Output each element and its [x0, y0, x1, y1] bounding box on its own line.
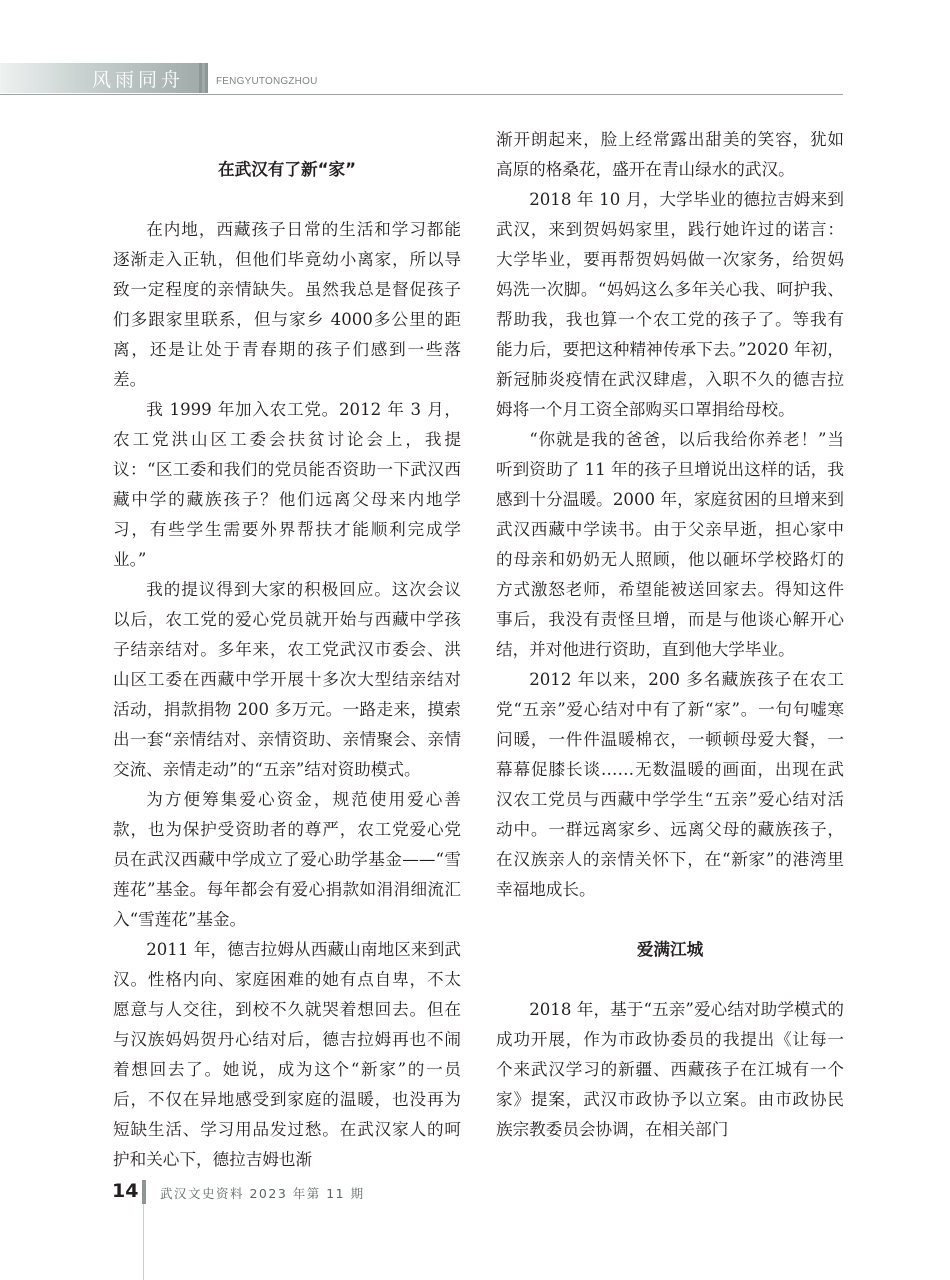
- section-heading: 爱满江城: [636, 940, 704, 959]
- publication-info: 武汉文史资料 2023 年第 11 期: [160, 1186, 365, 1201]
- header-rule: [0, 94, 843, 95]
- left-column: [113, 125, 461, 1175]
- footer-bar: [142, 1180, 146, 1204]
- paragraph: 2018 年 10 月，大学毕业的德拉吉姆来到武汉，来到贺妈妈家里，践行她许过的诺言：大学毕业，要再帮贺妈妈做一次家务，给贺妈妈洗一次脚。“妈妈这么多年关心我、呵护我、帮助我，我也算一个农工党的孩子了。等我有能力后，要把这种精神传承下去。”2020 年初，新冠肺炎疫情在武汉肆虐，入职不久的德吉拉姆将一个月工资全部购买口罩捐给母校。: [496, 190, 844, 419]
- footer-rule: [143, 1204, 144, 1280]
- paragraph: 我 1999 年加入农工党。2012 年 3 月，农工党洪山区工委会扶贫讨论会上，我提议：“区工委和我们的党员能否资助一下武汉西藏中学的藏族孩子？他们远离父母来内地学习，有些学生需要外界帮扶才能顺利完成学业。”: [113, 400, 461, 569]
- section-heading: 在武汉有了新“家”: [218, 160, 356, 179]
- paragraph: 在内地，西藏孩子日常的生活和学习都能逐渐走入正轨，但他们毕竟幼小离家，所以导致一定程度的亲情缺失。虽然我总是督促孩子们多跟家里联系，但与家乡 4000多公里的距离，还是让处于青春期的孩子们感到一些落差。: [113, 220, 461, 389]
- paragraph: 为方便筹集爱心资金，规范使用爱心善款，也为保护受资助者的尊严，农工党爱心党员在武汉西藏中学成立了爱心助学基金——“雪莲花”基金。每年都会有爱心捐款如涓涓细流汇入“雪莲花”基金。: [113, 790, 461, 929]
- section-header-band: [0, 63, 205, 93]
- paragraph: 2011 年，德吉拉姆从西藏山南地区来到武汉。性格内向、家庭困难的她有点自卑，不太愿意与人交往，到校不久就哭着想回去。但在与汉族妈妈贺丹心结对后，德吉拉姆再也不闹着想回去了。她说，成为这个“新家”的一员后，不仅在异地感受到家庭的温暖，也没再为短缺生活、学习用品发过愁。在武汉家人的呵护和关心下，德拉吉姆也渐: [113, 940, 461, 1169]
- right-column: [496, 125, 844, 1145]
- paragraph: “你就是我的爸爸，以后我给你养老！”当听到资助了 11 年的孩子旦增说出这样的话，我感到十分温暖。2000 年，家庭贫困的旦增来到武汉西藏中学读书。由于父亲早逝，担心家中的母亲和奶奶无人照顾，他以砸坏学校路灯的方式激怒老师，希望能被送回家去。得知这件事后，我没有责怪旦增，而是与他谈心解开心结，并对他进行资助，直到他大学毕业。: [496, 430, 844, 659]
- paragraph: 我的提议得到大家的积极回应。这次会议以后，农工党的爱心党员就开始与西藏中学孩子结亲结对。多年来，农工党武汉市委会、洪山区工委在西藏中学开展十多次大型结亲结对活动，捐款捐物 200 多万元。一路走来，摸索出一套“亲情结对、亲情资助、亲情聚会、亲情交流、亲情走动”的“五亲”结对资助模式。: [113, 580, 461, 779]
- section-title: 风雨同舟: [92, 69, 185, 91]
- section-subtitle: FENGYUTONGZHOU: [216, 76, 318, 87]
- paragraph: 2018 年，基于“五亲”爱心结对助学模式的成功开展，作为市政协委员的我提出《让每一个来武汉学习的新疆、西藏孩子在江城有一个家》提案，武汉市政协予以立案。由市政协民族宗教委员会协调，在相关部门: [496, 1000, 844, 1139]
- header-divider-bar: [205, 63, 208, 93]
- page-number: 14: [112, 1180, 139, 1202]
- paragraph: 2012 年以来，200 多名藏族孩子在农工党“五亲”爱心结对中有了新“家”。一句句嘘寒问暖，一件件温暖棉衣，一顿顿母爱大餐，一幕幕促膝长谈……无数温暖的画面，出现在武汉农工党员与西藏中学学生“五亲”爱心结对活动中。一群远离家乡、远离父母的藏族孩子，在汉族亲人的亲情关怀下，在“新家”的港湾里幸福地成长。: [496, 670, 844, 899]
- paragraph-continuation: 渐开朗起来，脸上经常露出甜美的笑容，犹如高原的格桑花，盛开在青山绿水的武汉。: [496, 130, 844, 179]
- header-divider-bar: [199, 63, 202, 93]
